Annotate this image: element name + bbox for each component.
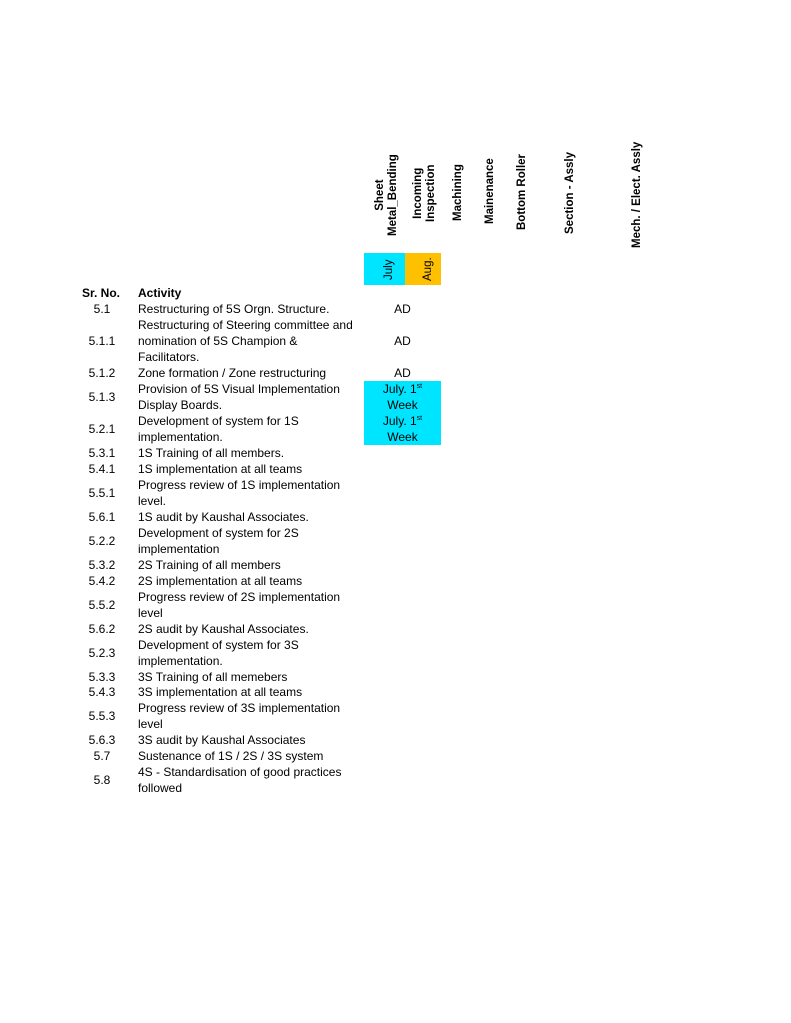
row-srno: 5.6.2 — [88, 622, 116, 636]
row-srno: 5.8 — [93, 773, 111, 787]
row-srno: 5.2.2 — [88, 534, 116, 548]
row-activity: 3S Training of all memebers — [138, 670, 288, 684]
row-srno: 5.5.1 — [88, 486, 116, 500]
status-ordinal: st — [416, 383, 423, 390]
column-header-line: Machining — [452, 164, 464, 221]
table-row — [0, 748, 791, 764]
table-row — [0, 413, 791, 445]
row-activity: Progress review of 1S implementation level. — [138, 478, 341, 508]
row-srno: 5.1.2 — [88, 366, 116, 380]
row-activity: 2S implementation at all teams — [138, 574, 303, 588]
table-row — [0, 669, 791, 685]
row-srno: 5.5.2 — [88, 598, 116, 612]
row-activity: Provision of 5S Visual Implementation Display Boards. — [138, 382, 340, 412]
column-header-mainenance — [484, 158, 497, 224]
row-activity: Restructuring of Steering committee and nomination of 5S Champion & Facilitators. — [138, 318, 353, 364]
table-row — [0, 589, 791, 621]
month-aug — [405, 253, 441, 285]
status-line-1 — [364, 381, 441, 397]
row-srno: 5.2.1 — [88, 422, 116, 436]
status-ordinal: st — [416, 415, 423, 422]
row-status: AD — [394, 334, 411, 348]
row-status: AD — [394, 302, 411, 316]
row-activity: Restructuring of 5S Orgn. Structure. — [138, 302, 330, 316]
row-activity: Zone formation / Zone restructuring — [138, 366, 327, 380]
row-status-highlight — [364, 381, 441, 413]
column-header-incoming-inspection — [412, 164, 438, 222]
row-srno: 5.4.1 — [88, 462, 116, 476]
table-row — [0, 573, 791, 589]
status-date: July. 1 — [382, 382, 417, 396]
column-header-line: Mech. / Elect. Assly — [631, 141, 643, 248]
header-srno: Sr. No. — [82, 286, 121, 300]
row-activity: 1S Training of all members. — [138, 446, 285, 460]
row-srno: 5.5.3 — [88, 709, 116, 723]
row-srno: 5.2.3 — [88, 646, 116, 660]
table-row — [0, 557, 791, 573]
table-row — [0, 764, 791, 796]
row-status: AD — [394, 366, 411, 380]
table-row — [0, 381, 791, 413]
row-srno: 5.7 — [93, 749, 111, 763]
row-activity: Development of system for 3S implementation. — [138, 638, 299, 668]
table-row — [0, 637, 791, 669]
column-header-mech-elect-assly — [631, 142, 644, 248]
column-header-machining — [452, 164, 465, 221]
status-date: July. 1 — [382, 414, 417, 428]
row-srno: 5.3.3 — [88, 670, 116, 684]
table-row — [0, 621, 791, 637]
row-activity: 2S Training of all members — [138, 558, 281, 572]
column-header-line: Bottom Roller — [516, 153, 528, 230]
column-header-section-assly — [564, 152, 577, 234]
column-header-line: Mainenance — [484, 158, 496, 224]
row-activity: Sustenance of 1S / 2S / 3S system — [138, 749, 324, 763]
table-row — [0, 525, 791, 557]
row-status-highlight — [364, 413, 441, 445]
row-srno: 5.6.1 — [88, 510, 116, 524]
row-activity: 3S audit by Kaushal Associates — [138, 733, 306, 747]
column-header-bottom-roller — [516, 154, 529, 230]
row-srno: 5.1 — [93, 302, 111, 316]
row-srno: 5.3.1 — [88, 446, 116, 460]
column-header-line: Sheet — [374, 179, 386, 211]
row-activity: 4S - Standardisation of good practices followed — [138, 765, 342, 795]
header-activity: Activity — [138, 286, 182, 300]
table-row — [0, 700, 791, 732]
table-row — [0, 445, 791, 461]
row-activity: Progress review of 3S implementation level — [138, 701, 341, 731]
row-activity: Progress review of 2S implementation level — [138, 590, 341, 620]
column-header-sheet-metal-bending — [374, 154, 400, 236]
row-activity: 3S implementation at all teams — [138, 685, 303, 699]
table-row — [0, 732, 791, 748]
column-header-line: Inspection — [425, 164, 437, 222]
row-activity: 1S implementation at all teams — [138, 462, 303, 476]
column-header-line: Section - Assly — [564, 151, 576, 234]
month-aug-label: Aug. — [422, 257, 434, 281]
row-activity: 2S audit by Kaushal Associates. — [138, 622, 309, 636]
column-header-line: Incoming — [412, 167, 424, 219]
status-line-2: Week — [387, 398, 418, 412]
table-row — [0, 301, 791, 317]
status-line-1 — [364, 413, 441, 429]
row-activity: Development of system for 2S implementation — [138, 526, 299, 556]
row-srno: 5.6.3 — [88, 733, 116, 747]
row-srno: 5.1.3 — [88, 390, 116, 404]
month-july-label: July — [383, 259, 395, 280]
row-srno: 5.1.1 — [88, 334, 116, 348]
column-header-line: Metal_Bending — [387, 154, 399, 236]
row-activity: Development of system for 1S implementation. — [138, 414, 299, 444]
row-srno: 5.3.2 — [88, 558, 116, 572]
table-row — [0, 509, 791, 525]
row-activity: 1S audit by Kaushal Associates. — [138, 510, 309, 524]
row-srno: 5.4.3 — [88, 685, 116, 699]
row-srno: 5.4.2 — [88, 574, 116, 588]
table-row — [0, 477, 791, 509]
table-row — [0, 365, 791, 381]
table-row — [0, 317, 791, 365]
status-line-2: Week — [387, 430, 418, 444]
table-row — [0, 684, 791, 700]
month-july — [364, 253, 405, 285]
table-row — [0, 461, 791, 477]
